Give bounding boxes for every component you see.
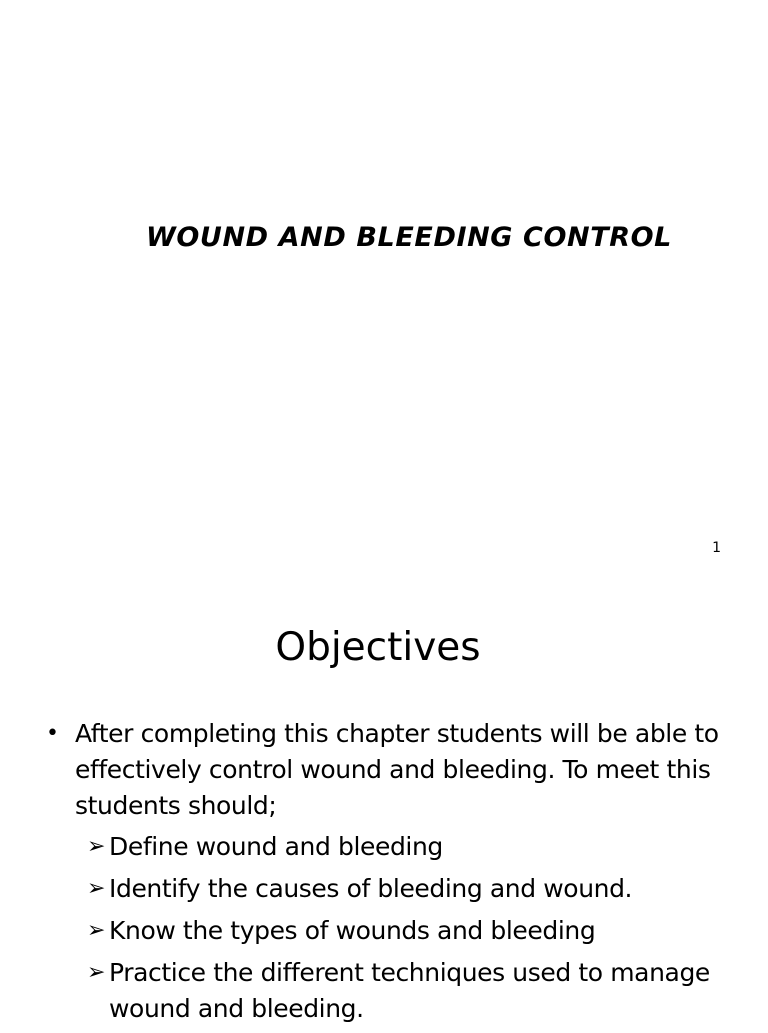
objectives-sub-list [46,829,746,1027]
objectives-heading: Objectives [275,625,481,670]
arrow-bullet-icon: ➢ [87,918,106,943]
bullet-text: After completing this chapter students will be able to effectively control wound and bleeding. To meet this students should; [75,719,719,820]
sub-list-item [87,829,746,865]
objectives-list [46,716,746,1033]
sub-item-text: Practice the different techniques used to manage wound and bleeding. [109,958,710,1023]
arrow-bullet-icon: ➢ [87,834,106,859]
sub-list-item [87,955,746,1027]
sub-item-text: Know the types of wounds and bleeding [109,916,596,945]
sub-item-text: Identify the causes of bleeding and wound. [109,874,633,903]
arrow-bullet-icon: ➢ [87,876,106,901]
arrow-bullet-icon: ➢ [87,960,106,985]
slide-title: WOUND AND BLEEDING CONTROL [146,222,672,253]
page-number: 1 [712,540,721,556]
list-item [46,716,746,824]
sub-list-item [87,913,746,949]
sub-item-text: Define wound and bleeding [109,832,443,861]
bullet-icon: • [46,721,59,746]
slide-2 [0,576,768,1024]
sub-list-item [87,871,746,907]
